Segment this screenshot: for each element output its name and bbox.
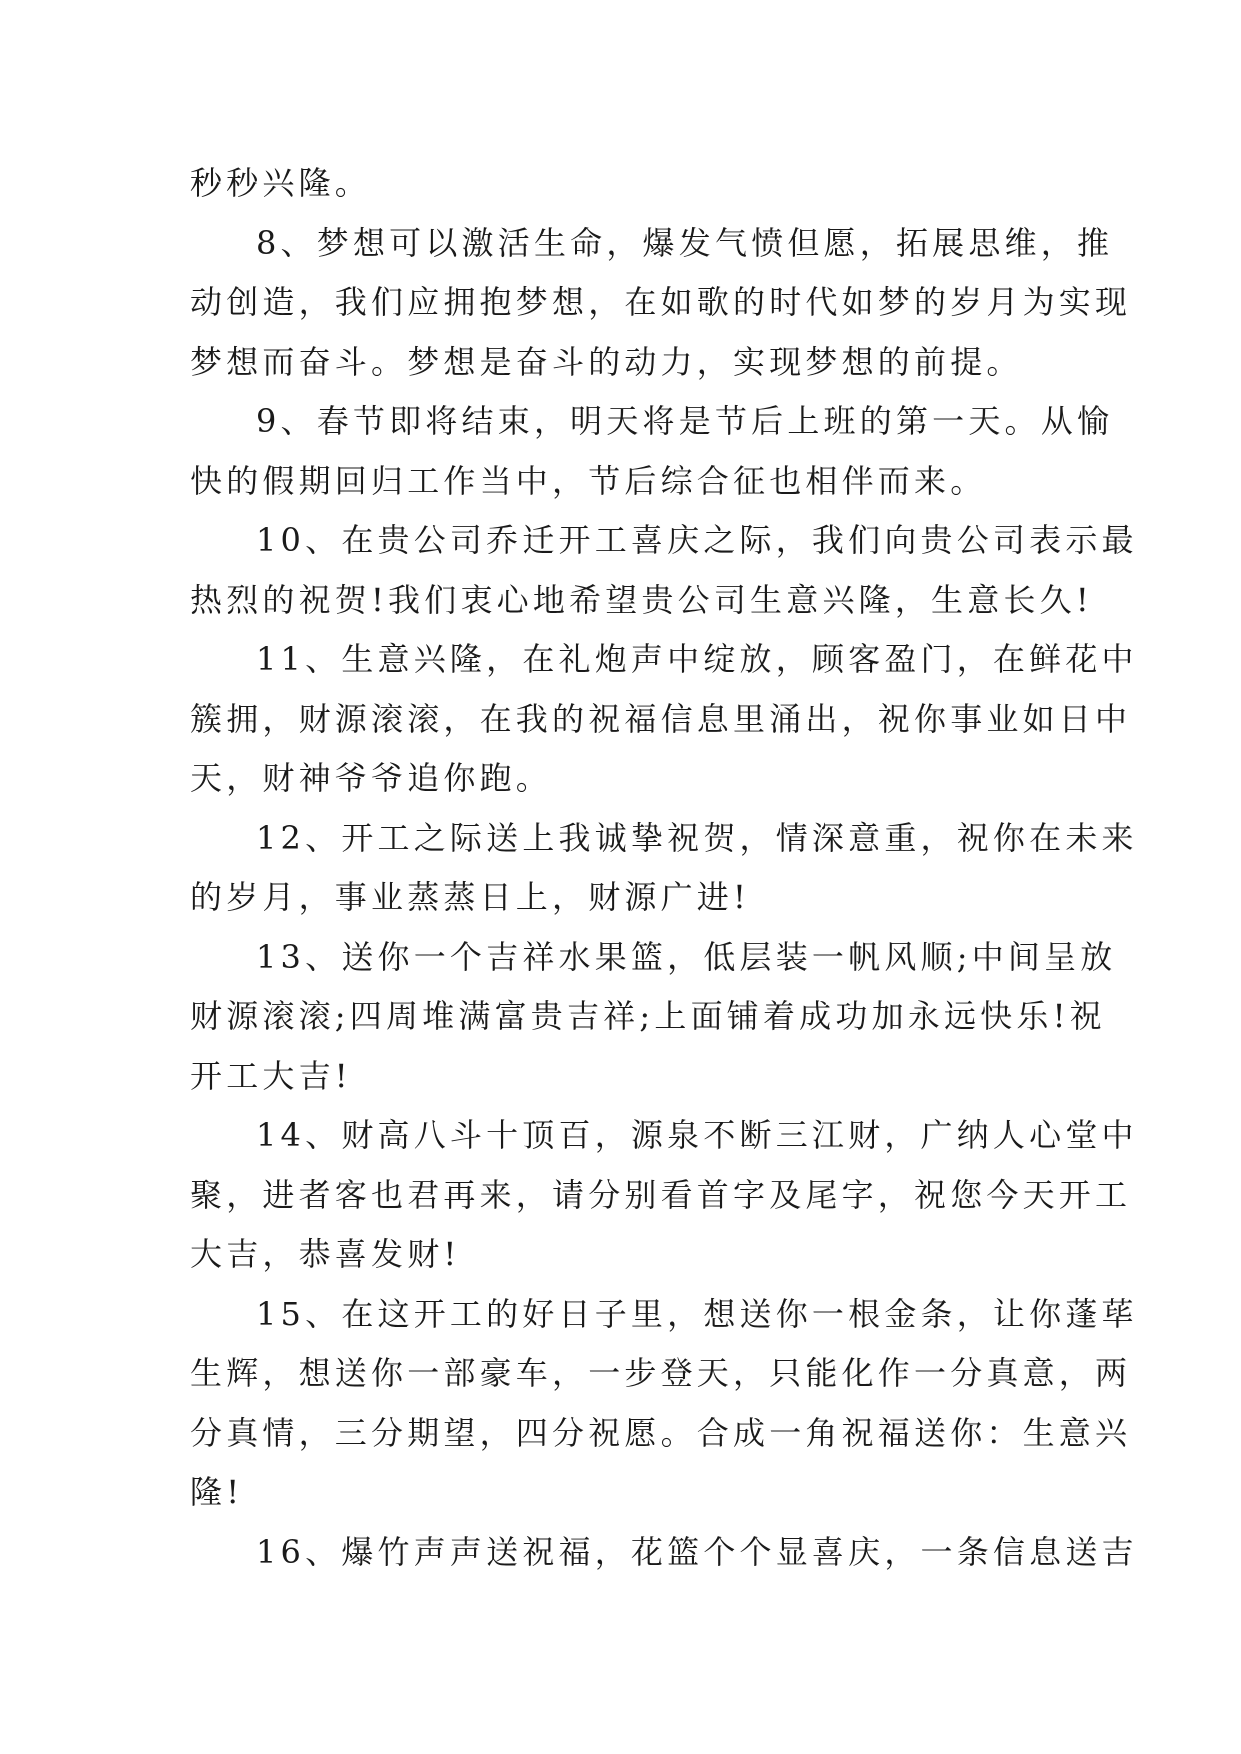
paragraph-line: 财源滚滚;四周堆满富贵吉祥;上面铺着成功加永远快乐!祝 bbox=[190, 997, 1106, 1035]
paragraph-line: 隆! bbox=[190, 1473, 244, 1511]
paragraph-line: 快的假期回归工作当中，节后综合征也相伴而来。 bbox=[190, 461, 987, 500]
paragraph-line: 天，财神爷爷追你跑。 bbox=[190, 759, 553, 797]
paragraph-first-line: 9、春节即将结束，明天将是节后上班的第一天。从愉 bbox=[256, 402, 1114, 440]
paragraph-first-line: 10、在贵公司乔迁开工喜庆之际，我们向贵公司表示最 bbox=[256, 521, 1138, 559]
paragraph-line: 聚，进者客也君再来，请分别看首字及尾字，祝您今天开工 bbox=[190, 1175, 1132, 1214]
paragraph-first-line: 11、生意兴隆，在礼炮声中绽放，顾客盈门，在鲜花中 bbox=[256, 640, 1138, 678]
paragraph-first-line: 13、送你一个吉祥水果篮，低层装一帆风顺;中间呈放 bbox=[256, 937, 1117, 976]
paragraph-first-line: 12、开工之际送上我诚挚祝贺，情深意重，祝你在未来 bbox=[256, 818, 1138, 857]
paragraph-line: 大吉，恭喜发财! bbox=[190, 1235, 461, 1273]
paragraph-line: 分真情，三分期望，四分祝愿。合成一角祝福送你：生意兴 bbox=[190, 1413, 1132, 1452]
paragraph-line: 簇拥，财源滚滚，在我的祝福信息里涌出，祝你事业如日中 bbox=[190, 699, 1132, 738]
paragraph-line: 秒秒兴隆。 bbox=[190, 164, 372, 202]
paragraph-first-line: 16、爆竹声声送祝福，花篮个个显喜庆，一条信息送吉 bbox=[256, 1532, 1138, 1571]
paragraph-line: 动创造，我们应拥抱梦想，在如歌的时代如梦的岁月为实现 bbox=[190, 283, 1132, 321]
document-body bbox=[190, 154, 1138, 1582]
paragraph-first-line: 14、财高八斗十顶百，源泉不断三江财，广纳人心堂中 bbox=[256, 1116, 1138, 1154]
paragraph-first-line: 15、在这开工的好日子里，想送你一根金条，让你蓬荜 bbox=[256, 1294, 1138, 1333]
paragraph-line: 热烈的祝贺!我们衷心地希望贵公司生意兴隆，生意长久! bbox=[190, 580, 1093, 619]
paragraph-line: 的岁月，事业蒸蒸日上，财源广进! bbox=[190, 878, 751, 916]
paragraph-first-line: 8、梦想可以激活生命，爆发气愤但愿，拓展思维，推 bbox=[256, 223, 1114, 262]
paragraph-line: 梦想而奋斗。梦想是奋斗的动力，实现梦想的前提。 bbox=[190, 342, 1023, 381]
paragraph-line: 开工大吉! bbox=[190, 1056, 352, 1095]
paragraph-line: 生辉，想送你一部豪车，一步登天，只能化作一分真意，两 bbox=[190, 1354, 1132, 1392]
